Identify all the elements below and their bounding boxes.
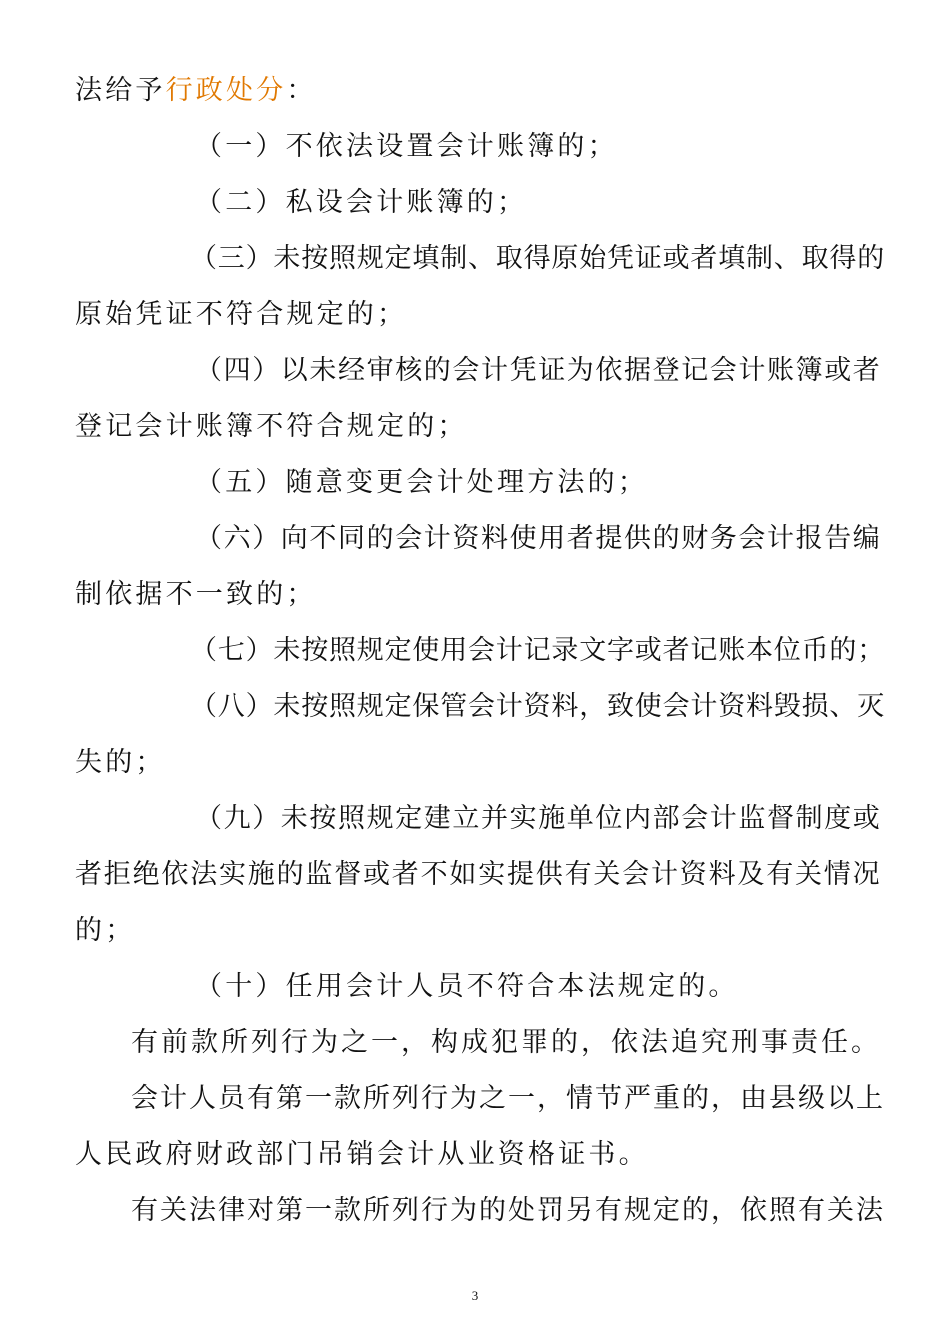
list-item-5: （五）随意变更会计处理方法的； (195, 467, 648, 498)
paragraph-continued: 人民政府财政部门吊销会计从业资格证书。 (75, 1139, 649, 1170)
list-item-3: （三）未按照规定填制、取得原始凭证或者填制、取得的 (190, 243, 885, 274)
paragraph: 有关法律对第一款所列行为的处罚另有规定的，依照有关法 (131, 1195, 885, 1226)
list-item-2: （二）私设会计账簿的； (195, 187, 528, 218)
list-item-6: （六）向不同的会计资料使用者提供的财务会计报告编 (195, 523, 882, 554)
list-item-1: （一）不依法设置会计账簿的； (195, 131, 618, 162)
list-item-4-continued: 登记会计账簿不符合规定的； (75, 411, 468, 442)
list-item-9-continued: 的； (75, 915, 136, 946)
page-number: 3 (471, 1288, 479, 1303)
list-item-8-continued: 失的； (75, 747, 166, 778)
line-text: 法给予 (75, 75, 166, 106)
list-item-6-continued: 制依据不一致的； (75, 579, 317, 610)
paragraph-line (75, 74, 317, 108)
list-item-4: （四）以未经审核的会计凭证为依据登记会计账簿或者 (195, 355, 882, 386)
highlighted-term: 行政处分 (165, 75, 287, 106)
list-item-9: （九）未按照规定建立并实施单位内部会计监督制度或 (195, 803, 882, 834)
line-text: ： (286, 75, 317, 106)
list-item-10: （十）任用会计人员不符合本法规定的。 (195, 971, 739, 1002)
paragraph: 有前款所列行为之一，构成犯罪的，依法追究刑事责任。 (131, 1027, 881, 1058)
list-item-9-continued: 者拒绝依法实施的监督或者不如实提供有关会计资料及有关情况 (75, 859, 882, 890)
list-item-3-continued: 原始凭证不符合规定的； (75, 299, 408, 330)
list-item-7: （七）未按照规定使用会计记录文字或者记账本位币的； (190, 635, 885, 666)
paragraph: 会计人员有第一款所列行为之一，情节严重的，由县级以上 (131, 1083, 885, 1114)
list-item-8: （八）未按照规定保管会计资料，致使会计资料毁损、灭 (190, 691, 885, 722)
